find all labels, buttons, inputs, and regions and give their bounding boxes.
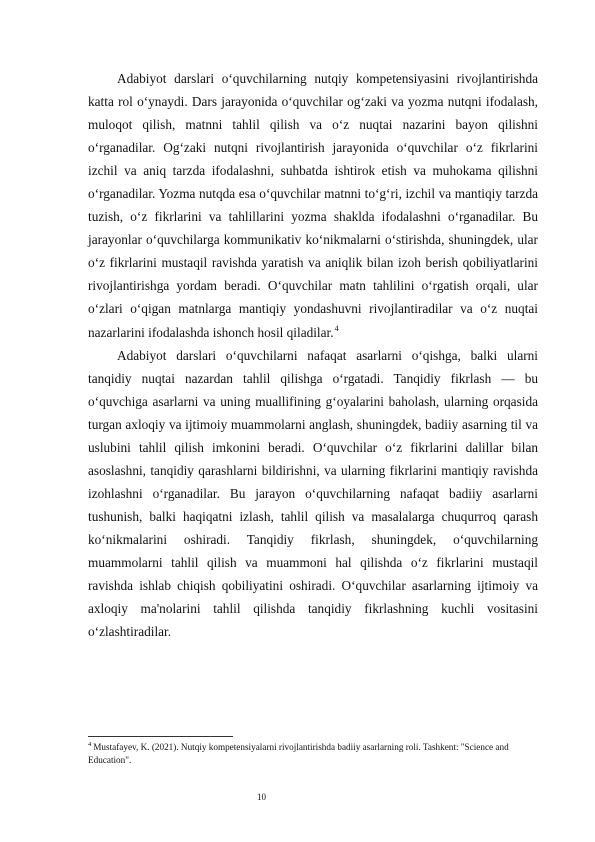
- page-number: 10: [257, 792, 266, 802]
- page-body: [88, 67, 538, 643]
- footnote-number: 4: [88, 740, 92, 748]
- footnote: [88, 741, 548, 767]
- footnote-separator: [88, 736, 233, 737]
- paragraph-1-text: Adabiyot darslari o‘quvchilarning nutqiy kompetensiyasini rivojlantirishda katta rol o‘ynaydi. Dars jarayonida o‘quvchilar og‘zaki va yozma nutqni ifodalash, muloqot qilish, matnni tahlil qilish va o‘z nuqtai nazarini bayon qilishni o‘rganadilar. Og‘zaki nutqni rivojlantirish jarayonida o‘quvchilar o‘z fikrlarini izchil va aniq tarzda ifodalashni, suhbatda ishtirok etish va muhokama qilishni o‘rganadilar. Yozma nutqda esa o‘quvchilar matnni to‘g‘ri, izchil va mantiqiy tarzda tuzish, o‘z fikrlarini va tahlillarini yozma shaklda ifodalashni o‘rganadilar. Bu jarayonlar o‘quvchilarga kommunikativ ko‘nikmalarni o‘stirishda, shuningdek, ular o‘z fikrlarini mustaqil ravishda yaratish va aniqlik bilan izoh berish qobiliyatlarini rivojlantirishga yordam beradi. O‘quvchilar matn tahlilini o‘rgatish orqali, ular o‘zlari o‘qigan matnlarga mantiqiy yondashuvni rivojlantiradilar va o‘z nuqtai nazarlarini ifodalashda ishonch hosil qiladilar.: [88, 71, 538, 340]
- footnote-reference[interactable]: 4: [334, 324, 339, 334]
- paragraph-2: [88, 344, 538, 644]
- footnote-text: Mustafayev, K. (2021). Nutqiy kompetensiyalarni rivojlantirishda badiiy asarlarning roli. Tashkent: "Science and Education".: [88, 742, 509, 765]
- paragraph-1: [88, 67, 538, 344]
- paragraph-2-text: Adabiyot darslari o‘quvchilarni nafaqat asarlarni o‘qishga, balki ularni tanqidiy nuqtai nazardan tahlil qilishga o‘rgatadi. Tanqidiy fikrlash — bu o‘quvchiga asarlarni va uning muallifining g‘oyalarini baholash, ularning orqasida turgan axloqiy va ijtimoiy muammolarni anglash, shuningdek, badiiy asarning til va uslubini tahlil qilish imkonini beradi. O‘quvchilar o‘z fikrlarini dalillar bilan asoslashni, tanqidiy qarashlarni bildirishni, va ularning fikrlarini mantiqiy ravishda izohlashni o‘rganadilar. Bu jarayon o‘quvchilarning nafaqat badiiy asarlarni tushunish, balki haqiqatni izlash, tahlil qilish va masalalarga chuqurroq qarash ko‘nikmalarini oshiradi. Tanqidiy fikrlash, shuningdek, o‘quvchilarning muammolarni tahlil qilish va muammoni hal qilishda o‘z fikrlarini mustaqil ravishda ishlab chiqish qobiliyatini oshiradi. O‘quvchilar asarlarning ijtimoiy va axloqiy ma'nolarini tahlil qilishda tanqidiy fikrlashning kuchli vositasini o‘zlashtiradilar.: [88, 347, 538, 640]
